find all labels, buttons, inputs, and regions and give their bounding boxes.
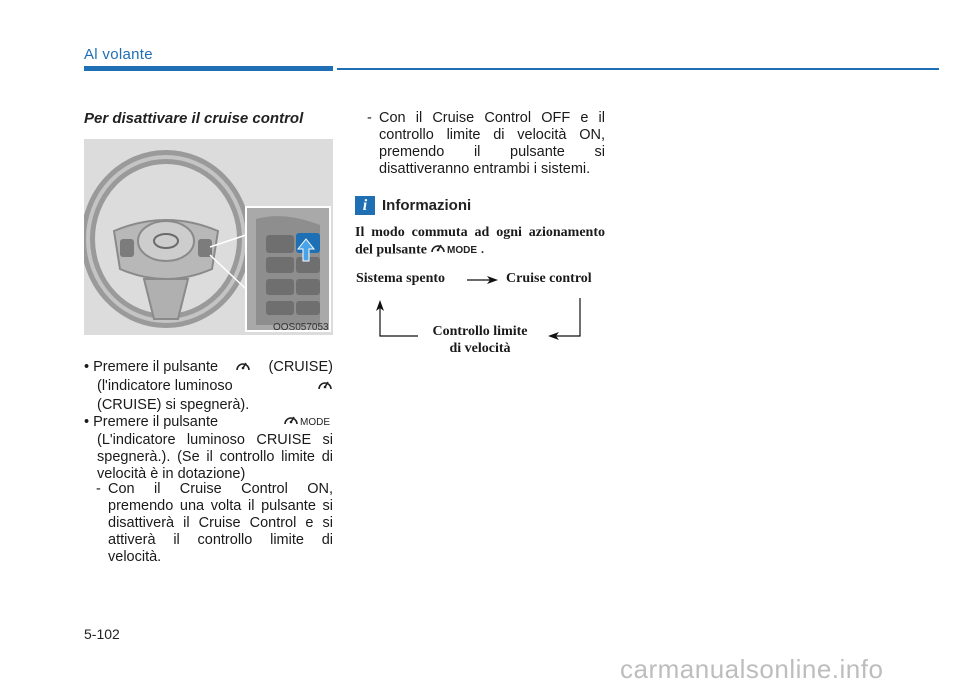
bullet-1-text-c: (l'indicatore luminoso: [97, 378, 233, 394]
sub-item-1: - Con il Cruise Control ON, premendo una volta il pulsante si disattiverà il Cruise Control e si attiverà il controllo limite di velocità.: [96, 481, 333, 565]
state-controllo-limite-line-1: Controllo limite: [432, 324, 528, 339]
info-icon: i: [355, 196, 375, 215]
sub-item-2-text: Con il Cruise Control OFF e il controllo limite di velocità ON, premendo il pulsante si disattiveranno entrambi i sistemi.: [379, 110, 605, 177]
mode-label-info: MODE: [447, 245, 478, 255]
bullet-1-line-1: • Premere il pulsante (CRUISE): [84, 359, 333, 378]
bullet-2-line-1: • Premere il pulsante MODE: [84, 413, 333, 432]
bullet-1-text-a: Premere il pulsante: [93, 359, 219, 375]
cruise-mode-icon-info: [430, 241, 486, 260]
cruise-indicator-icon: [317, 378, 333, 397]
bullet-2-text-a: Premere il pulsante: [93, 414, 219, 430]
watermark: carmanualsonline.info: [620, 654, 884, 684]
bullet-2-text-b: (L'indicatore luminoso CRUISE si spegnerà.). (Se il controllo limite di velocità è in dotazione): [97, 432, 333, 482]
bullet-1-line-2: [84, 378, 333, 397]
header-rule-thick: [84, 66, 333, 71]
info-text: [355, 224, 605, 260]
mode-cycle-arrows: [350, 270, 610, 350]
mode-label: MODE: [300, 417, 330, 427]
bullet-2: [84, 413, 333, 483]
svg-text:.: .: [481, 242, 485, 255]
bullet-1-text-d: (CRUISE) si spegnerà).: [97, 397, 250, 413]
subheading: Per disattivare il cruise control: [84, 110, 304, 127]
figure-code: OOS057053: [273, 322, 329, 333]
sub-item-1-text: Con il Cruise Control ON, premendo una volta il pulsante si disattiverà il Cruise Control e si attiverà il controllo limite di velocità.: [108, 481, 333, 565]
sub-item-2: - Con il Cruise Control OFF e il controllo limite di velocità ON, premendo il pulsante si disattiveranno entrambi i sistemi.: [367, 110, 605, 177]
info-text-a: Il modo commuta ad ogni azionamento del pulsante: [355, 225, 605, 258]
state-controllo-limite-line-2: di velocità: [449, 341, 511, 356]
cruise-icon: [235, 359, 251, 378]
cruise-mode-icon: [283, 413, 333, 432]
state-sistema-spento: Sistema spento: [356, 271, 446, 286]
steering-wheel-figure: [84, 139, 333, 335]
info-title: Informazioni: [382, 197, 472, 214]
section-title: Al volante: [84, 46, 153, 63]
page-number: 5-102: [84, 626, 120, 642]
steering-wheel-illustration: [84, 139, 333, 335]
bullet-1-text-b: (CRUISE): [268, 359, 333, 375]
bullet-1: [84, 359, 333, 414]
state-cruise-control: Cruise control: [506, 271, 592, 286]
header-rule-thin: [337, 68, 939, 70]
